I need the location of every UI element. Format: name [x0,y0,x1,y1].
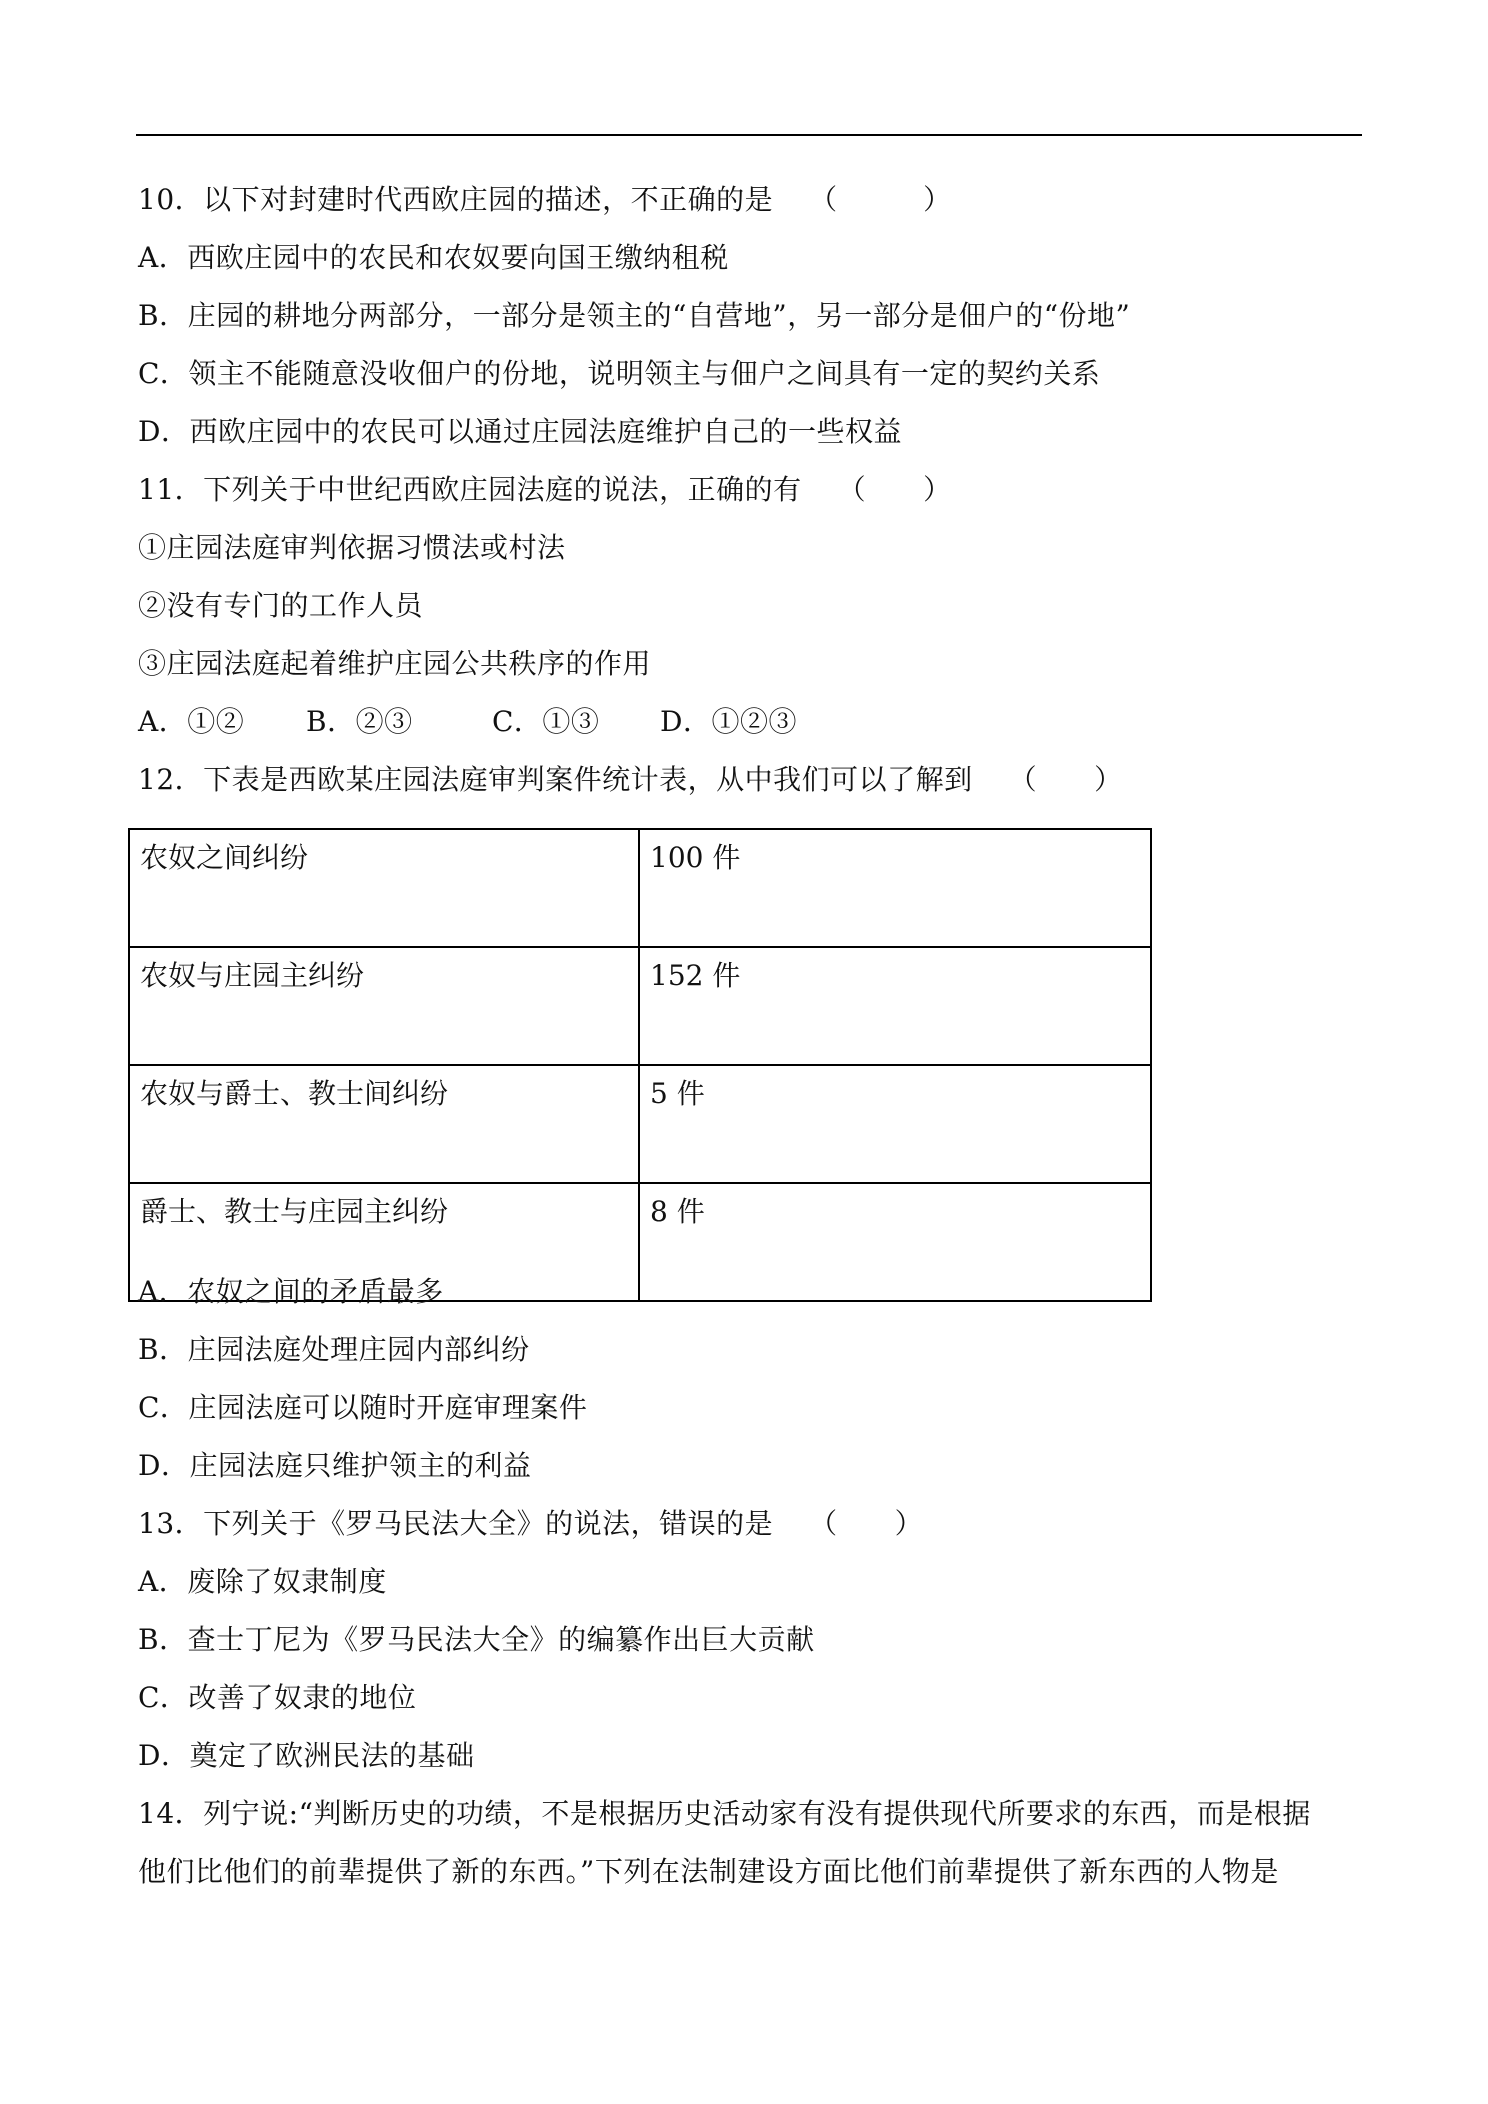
option-a: A．①② [138,705,245,738]
table-cell: 152 件 [639,947,1151,1065]
statement-3: ③庄园法庭起着维护庄园公共秩序的作用 [138,647,652,680]
header-rule [136,134,1362,136]
question-13-text: 13．下列关于《罗马民法大全》的说法，错误的是 [138,1507,774,1540]
question-11-options [138,702,797,742]
table-cell: 农奴与爵士、教士间纠纷 [129,1065,639,1183]
option-d: D．①②③ [660,705,797,738]
table-row [129,829,1151,947]
option-a: A．西欧庄园中的农民和农奴要向国王缴纳租税 [138,241,729,274]
question-10-stem [138,180,952,220]
question-11-stem [138,470,952,510]
question-14-line-2: 他们比他们的前辈提供了新的东西。”下列在法制建设方面比他们前辈提供了新东西的人物是 [138,1855,1279,1888]
table-row [129,1065,1151,1183]
question-13-stem [138,1504,923,1544]
answer-paren: （ ） [809,1507,924,1540]
table-cell: 爵士、教士与庄园主纠纷 [129,1183,639,1301]
question-12-text: 12．下表是西欧某庄园法庭审判案件统计表，从中我们可以了解到 [138,763,973,796]
option-c: C．领主不能随意没收佃户的份地，说明领主与佃户之间具有一定的契约关系 [138,357,1101,390]
question-14-line-1: 14．列宁说:“判断历史的功绩，不是根据历史活动家有没有提供现代所要求的东西，而是根据 [138,1797,1311,1830]
answer-paren: （ ） [809,183,952,216]
option-c: C．改善了奴隶的地位 [138,1681,417,1714]
statement-1: ①庄园法庭审判依据习惯法或村法 [138,531,566,564]
option-b: B．②③ [306,705,413,738]
case-statistics-table [128,828,1152,1302]
table-cell: 100 件 [639,829,1151,947]
option-d: D．西欧庄园中的农民可以通过庄园法庭维护自己的一些权益 [138,415,902,448]
option-c: C．庄园法庭可以随时开庭审理案件 [138,1391,588,1424]
answer-paren: （ ） [1008,763,1123,796]
option-b: B．庄园的耕地分两部分，一部分是领主的“自营地”，另一部分是佃户的“份地” [138,299,1131,332]
option-b: B．查士丁尼为《罗马民法大全》的编纂作出巨大贡献 [138,1623,815,1656]
question-11-text: 11．下列关于中世纪西欧庄园法庭的说法，正确的有 [138,473,802,506]
table-row [129,947,1151,1065]
question-12-stem [138,760,1123,800]
option-d: D．奠定了欧洲民法的基础 [138,1739,475,1772]
statement-2: ②没有专门的工作人员 [138,589,424,622]
answer-paren: （ ） [837,473,952,506]
option-c: C．①③ [492,705,600,738]
table-cell: 农奴之间纠纷 [129,829,639,947]
option-a: A．农奴之间的矛盾最多 [138,1275,444,1308]
option-b: B．庄园法庭处理庄园内部纠纷 [138,1333,530,1366]
question-10-text: 10．以下对封建时代西欧庄园的描述，不正确的是 [138,183,774,216]
option-d: D．庄园法庭只维护领主的利益 [138,1449,532,1482]
table-cell: 8 件 [639,1183,1151,1301]
table-cell: 5 件 [639,1065,1151,1183]
option-a: A．废除了奴隶制度 [138,1565,387,1598]
table-cell: 农奴与庄园主纠纷 [129,947,639,1065]
